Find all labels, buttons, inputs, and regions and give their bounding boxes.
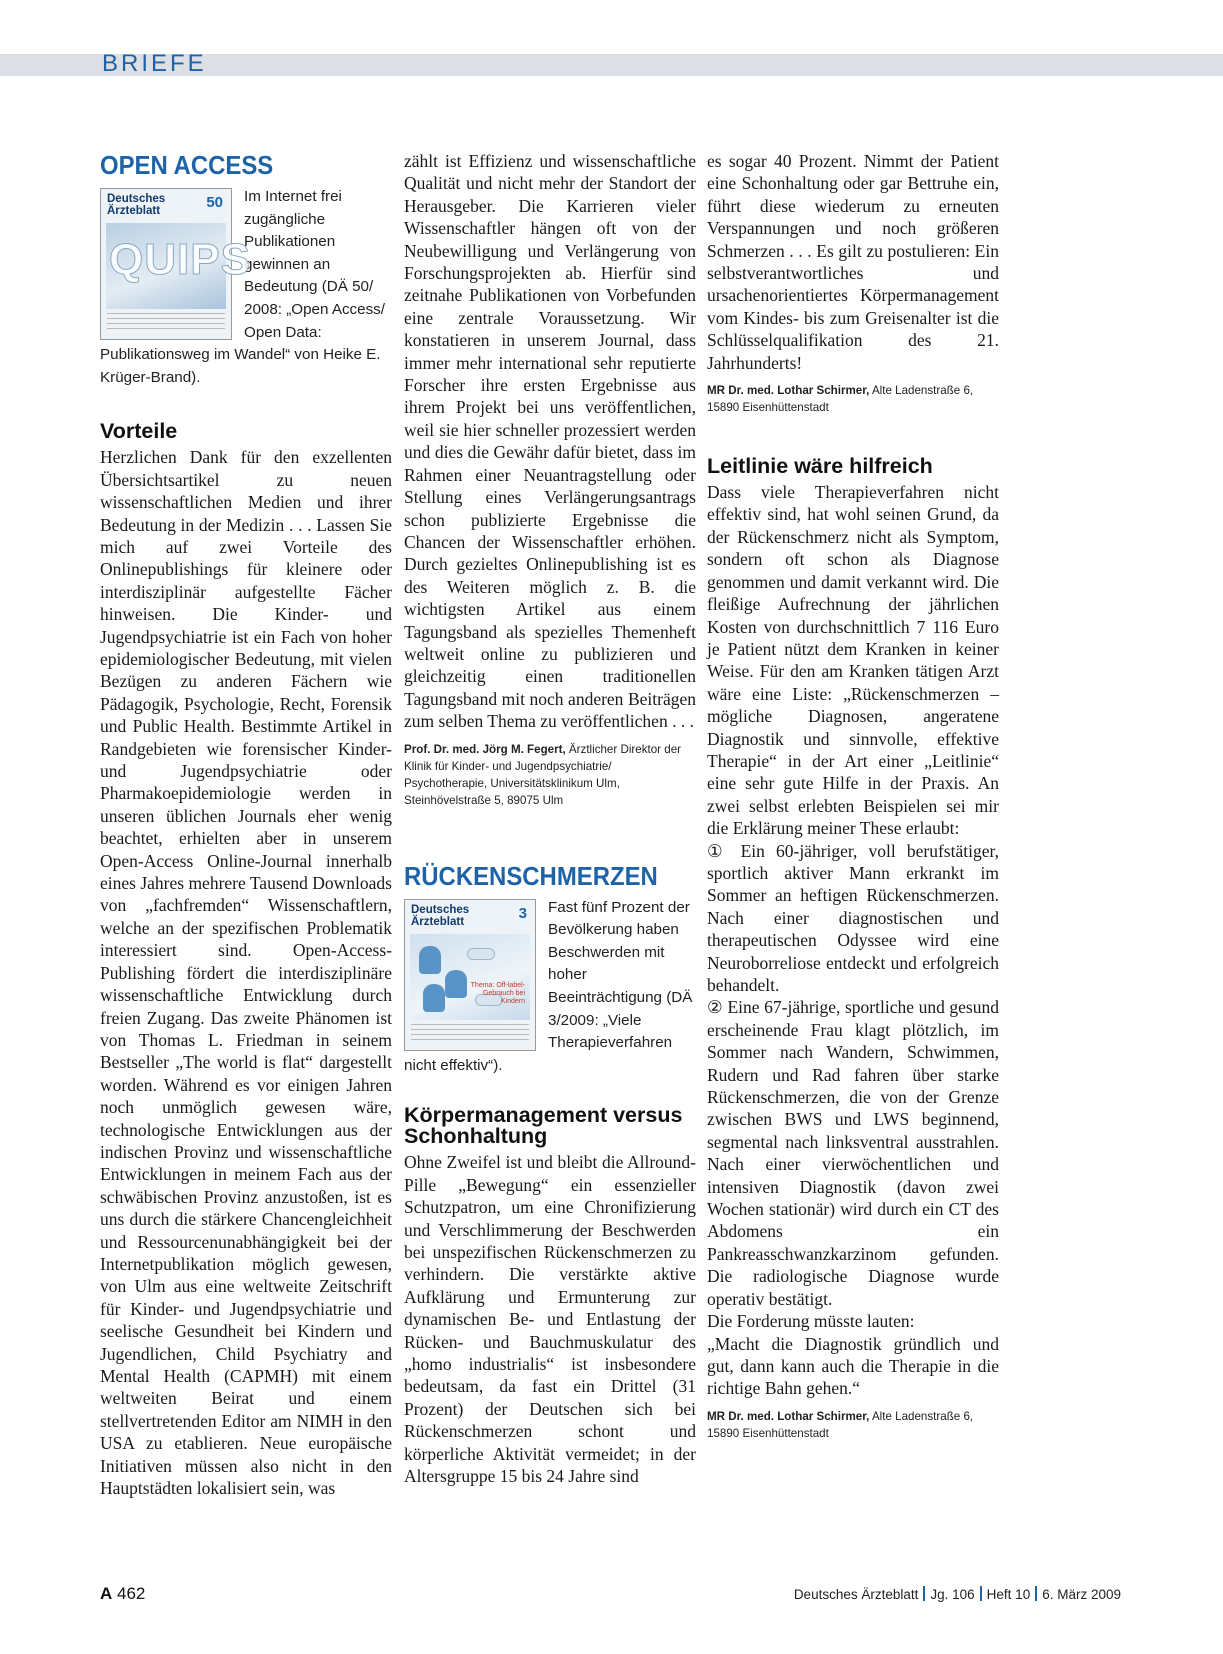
signature-affiliation: Ärztlicher Direktor der Klinik für Kinder- und Jugendpsychiatrie/ Psychotherapie, Universitätsklinikum Ulm, Steinhövelstraße 5, 89075 Ulm <box>404 742 682 807</box>
cover-title: Deutsches Ärzteblatt <box>411 903 470 928</box>
topic-intro: Im Internet frei zugängliche Publikationen gewinnen an Bedeutung (DÄ 50/ 2008: „Open Access/ Open Data: Publikationsweg im Wandel“ von Heike E. Krüger-Brand). <box>100 188 385 386</box>
journal-footer <box>794 1586 1121 1602</box>
letter-body-continued: zählt ist Effizienz und wissenschaftliche Qualität und nicht mehr der Standort der Herausgeber. Die Karrieren vieler Wissenschaftler hängen oft von der Neubewilligung und Verlängerung von Forschungsprojekten ab. Hierfür sind zeitnahe Publikationen von Vorbefunden eine zentrale Voraussetzung. Wir konstatieren in unserem Journal, dass immer mehr international sehr reputierte Forscher ihre ersten Ergebnisse aus ihrem Projekt bei uns veröffentlichen, weil sie hier schneller prozessiert werden und dies die Gewähr dafür bietet, dass im Rahmen einer Neuantragstellung oder Stellung eines Verlängerungsantrags schon publizierte Ergebnisse die Chancen der Wissenschaftler erhöhen. Durch gezieltes Onlinepublishing ist es des Weiteren möglich z. B. die wichtigsten Artikel aus einem Tagungsband als spezielles Themenheft weltweit online zu publizieren und gleichzeitig einen traditionellen Tagungsband mit noch anderen Beiträgen zum selben Thema zu veröffentlichen . . . <box>404 151 696 732</box>
magazine-cover-thumbnail <box>100 188 251 340</box>
column-2 <box>404 150 696 1487</box>
signature-name: MR Dr. med. Lothar Schirmer, <box>707 1409 870 1423</box>
signature-affiliation: Alte Ladenstraße 6, 15890 Eisenhüttenstadt <box>707 384 974 415</box>
cover-headline: QUIPS <box>109 235 251 284</box>
letter-signature <box>707 1408 999 1442</box>
topic-heading-open-access: OPEN ACCESS <box>100 150 274 180</box>
journal-volume: Jg. 106 <box>930 1587 975 1602</box>
page-number-value: 462 <box>117 1584 146 1603</box>
topic-intro: Fast fünf Prozent der Bevölkerung haben Beschwerden mit hoher Beeinträchtigung (DÄ 3/2009: „Viele Therapieverfahren nicht effektiv“). <box>404 898 693 1074</box>
footer-separator <box>980 1586 982 1601</box>
magazine-cover-thumbnail <box>404 899 536 1051</box>
letter-paragraph: „Macht die Diagnostik gründlich und gut, dann kann auch die Therapie in die richtige Bahn gehen.“ <box>707 1333 999 1399</box>
cover-issue-number: 3 <box>518 904 527 922</box>
letter-paragraph: ② Eine 67-jährige, sportliche und gesund erscheinende Frau klagt plötzlich, im Sommer nach Wandern, Schwimmen, Rudern und Rad fahren über starke Rückenschmerzen, die von der Grenze zwischen BWS und LWS beginnend, segmental nach linksventral ausstrahlen. Nach einer vierwöchentlichen und intensiven Diagnostik (davon zwei Wochen stationär) wird durch ein CT des Abdomens ein Pankreasschwanzkarzinom gefunden. Die radiologische Diagnose wurde operativ bestätigt. <box>707 997 999 1309</box>
footer-separator <box>923 1586 925 1601</box>
letter-body <box>707 481 999 1400</box>
journal-date: 6. März 2009 <box>1042 1587 1121 1602</box>
cover-text-lines <box>107 313 225 331</box>
letter-title: Körpermanagement versus Schonhaltung <box>404 1103 683 1149</box>
page-prefix: A <box>100 1584 113 1603</box>
signature-name: Prof. Dr. med. Jörg M. Fegert, <box>404 742 566 756</box>
journal-issue: Heft 10 <box>986 1587 1031 1602</box>
signature-name: MR Dr. med. Lothar Schirmer, <box>707 384 870 398</box>
letter-paragraph: Dass viele Therapieverfahren nicht effektiv sind, hat wohl seinen Grund, da der Rückenschmerz nicht als Symptom, sondern oft schon als Diagnose genommen und damit verkannt wird. Die fleißige Aufrechnung der jährlichen Kosten von durchschnittlich 7 116 Euro je Patient nützt dem Kranken in keiner Weise. Für den am Kranken tätigen Arzt wäre eine Liste: „Rückenschmerzen – mögliche Diagnosen, angeratene Diagnostik und sinnvolle, effektive Therapie“ in der Art einer „Leitlinie“ eine sehr gute Hilfe in der Praxis. An zwei selbst erlebten Beispielen sei mir die Erklärung meiner These erlaubt: <box>707 482 999 839</box>
journal-name: Deutsches Ärzteblatt <box>793 1587 919 1602</box>
letter-signature <box>404 741 696 809</box>
column-1 <box>100 150 392 1499</box>
column-3 <box>707 150 999 1442</box>
cover-title: Deutsches Ärzteblatt <box>107 193 166 217</box>
topic-heading-rueckenschmerzen: RÜCKENSCHMERZEN <box>404 860 658 891</box>
cover-caption: Thema: Off-label-Gebrauch bei Kindern <box>470 981 525 1005</box>
letter-title: Leitlinie wäre hilfreich <box>707 454 933 479</box>
letter-body: Herzlichen Dank für den exzellenten Übersichtsartikel zu neuen wissenschaftlichen Medien und ihrer Bedeutung in der Medizin . . . Lassen Sie mich auf zwei Vorteile des Onlinepublishings für kleinere oder interdisziplinär aufgestellte Fächer hinweisen. Die Kinder- und Jugendpsychiatrie ist ein Fach von hoher epidemiologischer Bedeutung, mit vielen Bezügen zu anderen Fächern wie Pädagogik, Psychologie, Recht, Forensik und Public Health. Bestimmte Artikel in Randgebieten wie forensischer Kinder- und Jugendpsychiatrie oder Pharmakoepidemiologie werden in unseren üblichen Journals eher wenig beachtet, erhielten aber in unserem Open-Access Online-Journal innerhalb eines Jahres mehrere Tausend Downloads von „fachfremden“ Wissenschaftlern, welche an der spezifischen Problematik interessiert sind. Open-Access-Publishing fördert die interdisziplinäre wissenschaftliche Entwicklung durch freien Zugang. Das zweite Phänomen ist von Thomas L. Friedman in seinem Bestseller „The world is flat“ dargestellt worden. Während es vor einigen Jahren noch unmöglich gewesen wäre, technologische Entwicklungen aus der indischen Provinz und wissenschaftliche Entwicklungen in meinem Fach aus der schwäbischen Provinz anzustoßen, ist es uns durch die stärkere Chancengleichheit und Ressourcenunabhängigkeit bei der Internetpublikation möglich gewesen, von Ulm aus eine weltweite Zeitschrift für Kinder- und Jugendpsychiatrie und seelische Gesundheit bei Kindern und Jugendlichen, Child Psychiatry and Mental Health (CAPMH) mit einem weltweiten Beirat und einem stellvertretenden Editor am NIMH in den USA zu etablieren. Neue europäische Initiativen müssen also nicht in den Hauptstädten lokalisiert sein, was <box>100 447 392 1499</box>
footer-separator <box>1035 1586 1037 1601</box>
signature-affiliation: Alte Ladenstraße 6, 15890 Eisenhüttenstadt <box>707 1409 974 1440</box>
letter-body-continued: es sogar 40 Prozent. Nimmt der Patient eine Schonhaltung oder gar Bettruhe ein, führt diese wiederum zu erneuten Verspannungen und noch größeren Schmerzen . . . Es gilt zu postulieren: Ein selbstverantwortliches und ursachenorientiertes Körpermanagement vom Kindes- bis zum Greisenalter ist die Schlüsselqualifikation des 21. Jahrhunderts! <box>707 151 999 373</box>
page-number <box>100 1584 145 1604</box>
letter-paragraph: ① Ein 60-jähriger, voll berufstätiger, sportlich aktiver Mann erkrankt im Sommer an heftigen Rückenschmerzen. Nach einer diagnostischen und therapeutischen Odyssee wird eine Neuroborreliose entdeckt und erfolgreich behandelt. <box>707 840 999 995</box>
section-label: BRIEFE <box>102 50 207 77</box>
letter-paragraph: Die Forderung müsste lauten: <box>707 1311 915 1332</box>
cover-issue-number: 50 <box>206 194 223 211</box>
letter-body: Ohne Zweifel ist und bleibt die Allround-Pille „Bewegung“ ein essenzieller Schutzpatron, um eine Chronifizierung und Verschlimmerung der Beschwerden bei unspezifischen Rückenschmerzen zu verhindern. Die verstärkte aktive Aufklärung und Ermunterung zur dynamischen Be- und Entlastung der Rücken- und Bauchmuskulatur des „homo industrialis“ ist insbesondere bedeutsam, da fast ein Drittel (31 Prozent) der Deutschen sich bei Rückenschmerzen schont und körperliche Aktivität vermeidet; in der Altersgruppe 15 bis 24 Jahre sind <box>404 1152 696 1486</box>
letter-signature <box>707 382 999 416</box>
letter-title: Vorteile <box>100 419 178 444</box>
cover-text-lines <box>411 1024 529 1042</box>
